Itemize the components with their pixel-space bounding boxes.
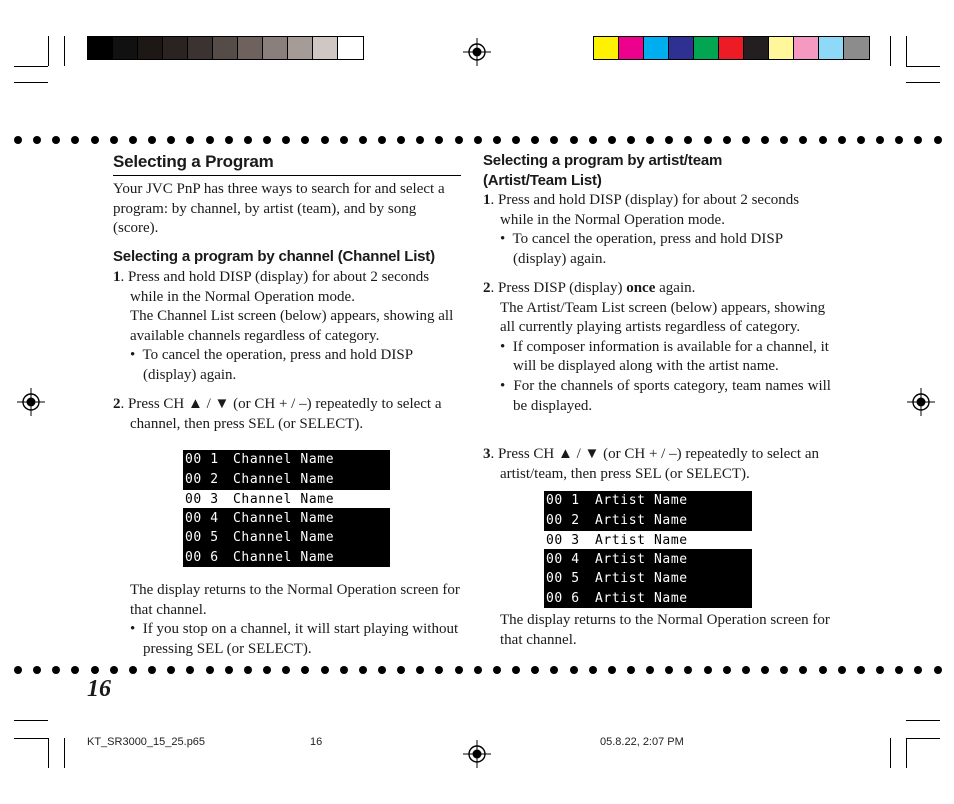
color-swatch [263, 37, 288, 59]
separator-dot [934, 136, 942, 144]
color-swatch [744, 37, 769, 59]
separator-dot [684, 666, 692, 674]
crop-mark [64, 738, 65, 768]
color-swatch [188, 37, 213, 59]
list-item-name: Artist Name [595, 551, 688, 567]
separator-dot [627, 136, 635, 144]
list-item-name: Channel Name [233, 471, 335, 487]
color-swatch [819, 37, 844, 59]
separator-dot [857, 136, 865, 144]
separator-dot [608, 666, 616, 674]
grayscale-color-bar [87, 36, 364, 60]
crop-mark [906, 738, 907, 768]
separator-dot [378, 136, 386, 144]
separator-dot [225, 136, 233, 144]
bullet-text: For the channels of sports category, team names will be displayed. [513, 377, 831, 414]
separator-dot [589, 136, 597, 144]
color-swatch [163, 37, 188, 59]
crop-mark [890, 36, 891, 66]
separator-dot [71, 666, 79, 674]
channel-after [113, 581, 461, 659]
footer-filename: KT_SR3000_15_25.p65 [87, 736, 206, 748]
separator-dot [570, 666, 578, 674]
color-swatch [213, 37, 238, 59]
bullet-item: • To cancel the operation, press and hold DISP (display) again. [130, 347, 413, 383]
separator-dot [589, 666, 597, 674]
separator-dot [550, 666, 558, 674]
color-swatch [644, 37, 669, 59]
step-number: 3 [483, 446, 491, 462]
separator-dot [206, 136, 214, 144]
list-item-number: 00 3 [546, 533, 580, 548]
separator-dot [33, 666, 41, 674]
list-item-name: Channel Name [233, 492, 335, 507]
list-item-number: 00 2 [185, 471, 219, 487]
separator-dot [263, 666, 271, 674]
separator-dot [474, 666, 482, 674]
step-number: 2 [113, 396, 121, 412]
separator-dot [52, 136, 60, 144]
list-item-name: Channel Name [233, 530, 335, 545]
bullet-text: To cancel the operation, press and hold DISP (display) again. [512, 231, 783, 267]
separator-dot [148, 136, 156, 144]
separator-dot [167, 136, 175, 144]
artist-step-1 [483, 191, 831, 269]
title-rule [113, 175, 461, 176]
color-swatch [313, 37, 338, 59]
separator-dot [876, 136, 884, 144]
step-text: again. [655, 280, 696, 296]
separator-dot [608, 136, 616, 144]
separator-dot [129, 136, 137, 144]
color-swatch [794, 37, 819, 59]
channel-step-2 [113, 395, 461, 434]
separator-dot [206, 666, 214, 674]
color-swatch [844, 37, 869, 59]
crop-mark [14, 738, 48, 739]
step-text: . Press and hold DISP (display) for about 2 seconds while in the Normal Operation mode. [120, 269, 430, 305]
separator-dot [799, 666, 807, 674]
color-swatch [88, 37, 113, 59]
dotted-separator [14, 666, 942, 674]
separator-dot [148, 666, 156, 674]
separator-dot [359, 666, 367, 674]
crop-mark [890, 738, 891, 768]
after-text: The display returns to the Normal Operation screen for that channel. [130, 582, 460, 618]
list-item [183, 548, 390, 568]
registration-mark-icon [907, 388, 935, 416]
list-item-name: Channel Name [233, 510, 335, 526]
separator-dot [110, 666, 118, 674]
color-swatch [694, 37, 719, 59]
step-number: 1 [483, 192, 491, 208]
channel-step-1 [113, 268, 461, 386]
separator-dot [761, 666, 769, 674]
bullet-item: • If you stop on a channel, it will start playing without pressing SEL (or SELECT). [130, 621, 459, 657]
separator-dot [531, 666, 539, 674]
list-item-name: Artist Name [595, 590, 688, 606]
separator-dot [646, 666, 654, 674]
color-swatch [288, 37, 313, 59]
channel-list-heading: Selecting a program by channel (Channel List) [113, 248, 435, 265]
list-item-number: 00 6 [185, 549, 219, 565]
heading-line: Selecting a program by artist/team [483, 152, 723, 169]
separator-dot [646, 136, 654, 144]
list-item-name: Channel Name [233, 452, 335, 467]
list-item-name: Artist Name [595, 571, 688, 586]
separator-dot [14, 136, 22, 144]
separator-dot [186, 666, 194, 674]
separator-dot [186, 136, 194, 144]
list-item [544, 511, 752, 531]
color-swatch [138, 37, 163, 59]
separator-dot [244, 666, 252, 674]
step-number: 2 [483, 280, 491, 296]
separator-dot [52, 666, 60, 674]
separator-dot [570, 136, 578, 144]
list-item [183, 450, 390, 470]
separator-dot [665, 666, 673, 674]
separator-dot [455, 666, 463, 674]
separator-dot [301, 136, 309, 144]
list-item [544, 550, 752, 570]
list-item [183, 470, 390, 490]
separator-dot [435, 666, 443, 674]
crop-mark [906, 720, 940, 721]
separator-dot [416, 666, 424, 674]
separator-dot [321, 136, 329, 144]
list-item-number: 00 1 [185, 452, 219, 467]
separator-dot [474, 136, 482, 144]
crop-mark [14, 82, 48, 83]
step-number: 1 [113, 269, 121, 285]
separator-dot [684, 136, 692, 144]
separator-dot [455, 136, 463, 144]
separator-dot [512, 666, 520, 674]
list-item-number: 00 2 [546, 512, 580, 528]
separator-dot [282, 136, 290, 144]
artist-step-2 [483, 279, 831, 416]
bullet-item: • For the channels of sports category, team names will be displayed. [500, 377, 831, 414]
registration-mark-icon [17, 388, 45, 416]
separator-dot [397, 666, 405, 674]
list-item-number: 00 3 [185, 492, 219, 507]
color-swatch [594, 37, 619, 59]
separator-dot [378, 666, 386, 674]
list-item-name: Channel Name [233, 549, 335, 565]
crop-mark [48, 738, 49, 768]
crop-mark [64, 36, 65, 66]
bullet-item: • If composer information is available for a channel, it will be displayed along with the artist name. [500, 338, 829, 375]
separator-dot [110, 136, 118, 144]
after-text: The display returns to the Normal Operation screen for that channel. [500, 612, 830, 648]
heading-line: (Artist/Team List) [483, 172, 602, 189]
list-item-number: 00 6 [546, 590, 580, 606]
separator-dot [627, 666, 635, 674]
separator-dot [71, 136, 79, 144]
channel-list-display [183, 450, 390, 567]
color-swatch [113, 37, 138, 59]
separator-dot [819, 136, 827, 144]
separator-dot [742, 666, 750, 674]
color-swatch [769, 37, 794, 59]
dotted-separator [14, 136, 942, 144]
separator-dot [91, 136, 99, 144]
separator-dot [895, 136, 903, 144]
bullet-item: • To cancel the operation, press and hold DISP (display) again. [500, 231, 783, 267]
separator-dot [819, 666, 827, 674]
footer-page: 16 [310, 736, 323, 748]
color-swatch [238, 37, 263, 59]
separator-dot [838, 136, 846, 144]
separator-dot [704, 666, 712, 674]
page-number: 16 [87, 676, 111, 702]
list-item [544, 569, 752, 589]
separator-dot [435, 136, 443, 144]
list-item [183, 528, 390, 548]
list-item [544, 530, 752, 550]
list-item-number: 00 5 [546, 571, 580, 586]
footer-date: 05.8.22, 2:07 PM [600, 736, 684, 748]
color-swatch [719, 37, 744, 59]
separator-dot [14, 666, 22, 674]
separator-dot [723, 136, 731, 144]
separator-dot [895, 666, 903, 674]
separator-dot [167, 666, 175, 674]
separator-dot [493, 666, 501, 674]
separator-dot [742, 136, 750, 144]
process-color-bar [593, 36, 870, 60]
list-item [183, 489, 390, 509]
artist-after [483, 611, 831, 650]
artist-step-3 [483, 445, 831, 484]
bullet-text: If composer information is available for a channel, it will be displayed along with the artist name. [512, 338, 829, 375]
separator-dot [780, 136, 788, 144]
separator-dot [359, 136, 367, 144]
step-text: . Press DISP (display) [490, 280, 627, 296]
separator-dot [780, 666, 788, 674]
list-item-number: 00 5 [185, 530, 219, 545]
step-description: The Channel List screen (below) appears, showing all available channels regardless of category. [130, 308, 454, 344]
intro-paragraph: Your JVC PnP has three ways to search for and select a program: by channel, by artist (team), and by song (score). [113, 181, 445, 237]
list-item-number: 00 4 [546, 551, 580, 567]
separator-dot [876, 666, 884, 674]
step-emphasis: once [626, 280, 656, 296]
separator-dot [416, 136, 424, 144]
bullet-text: To cancel the operation, press and hold DISP (display) again. [142, 347, 413, 383]
list-item-number: 00 4 [185, 510, 219, 526]
separator-dot [512, 136, 520, 144]
separator-dot [934, 666, 942, 674]
separator-dot [665, 136, 673, 144]
separator-dot [225, 666, 233, 674]
separator-dot [799, 136, 807, 144]
color-swatch [619, 37, 644, 59]
separator-dot [129, 666, 137, 674]
color-swatch [338, 37, 363, 59]
section-title: Selecting a Program [113, 152, 274, 171]
crop-mark [48, 36, 49, 66]
separator-dot [550, 136, 558, 144]
list-item [183, 509, 390, 529]
separator-dot [531, 136, 539, 144]
separator-dot [761, 136, 769, 144]
artist-list-display [544, 491, 752, 608]
separator-dot [914, 666, 922, 674]
separator-dot [340, 136, 348, 144]
step-text: . Press CH ▲ / ▼ (or CH + / –) repeatedly to select an artist/team, then press SEL (or SELECT). [490, 446, 819, 482]
list-item-number: 00 1 [546, 493, 580, 508]
bullet-text: If you stop on a channel, it will start playing without pressing SEL (or SELECT). [142, 621, 459, 657]
separator-dot [244, 136, 252, 144]
registration-mark-icon [463, 740, 491, 768]
list-item-name: Artist Name [595, 512, 688, 528]
crop-mark [906, 66, 940, 67]
separator-dot [301, 666, 309, 674]
crop-mark [14, 720, 48, 721]
separator-dot [838, 666, 846, 674]
crop-mark [906, 82, 940, 83]
step-text: . Press and hold DISP (display) for about 2 seconds while in the Normal Operation mode. [490, 192, 800, 228]
crop-mark [906, 36, 907, 66]
list-item-name: Artist Name [595, 493, 688, 508]
separator-dot [723, 666, 731, 674]
separator-dot [91, 666, 99, 674]
separator-dot [282, 666, 290, 674]
registration-mark-icon [463, 38, 491, 66]
list-item-name: Artist Name [595, 533, 688, 548]
separator-dot [321, 666, 329, 674]
separator-dot [397, 136, 405, 144]
crop-mark [906, 738, 940, 739]
step-text: . Press CH ▲ / ▼ (or CH + / –) repeatedly to select a channel, then press SEL (or SELECT). [120, 396, 442, 432]
list-item [544, 589, 752, 609]
separator-dot [340, 666, 348, 674]
separator-dot [914, 136, 922, 144]
separator-dot [857, 666, 865, 674]
artist-list-heading [483, 151, 722, 191]
list-item [544, 491, 752, 511]
separator-dot [263, 136, 271, 144]
crop-mark [14, 66, 48, 67]
step-description: The Artist/Team List screen (below) appears, showing all currently playing artists regardless of category. [500, 299, 826, 336]
color-swatch [669, 37, 694, 59]
separator-dot [493, 136, 501, 144]
separator-dot [704, 136, 712, 144]
separator-dot [33, 136, 41, 144]
